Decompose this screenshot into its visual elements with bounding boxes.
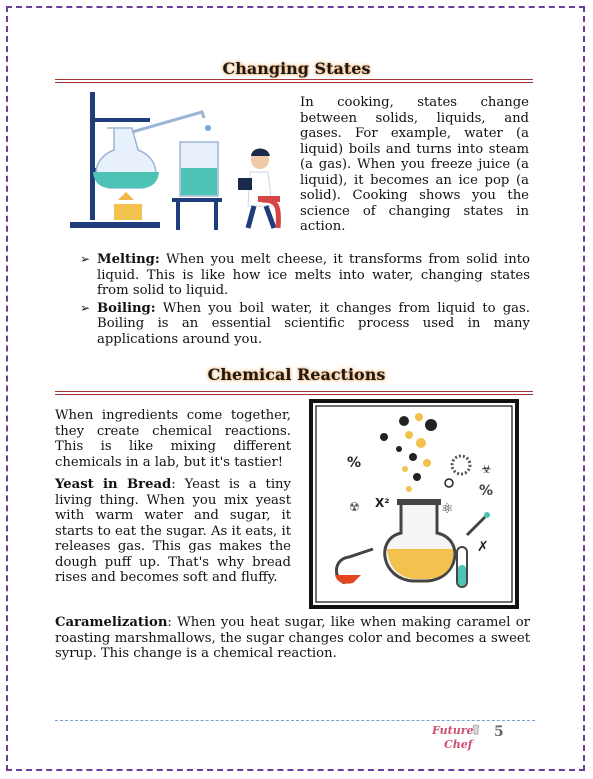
bullet-term: Melting: bbox=[97, 252, 160, 267]
section-heading-chemical-reactions: Chemical Reactions bbox=[207, 365, 386, 384]
chemical-reactions-intro: When ingredients come together, they create chemical reactions. This is like mixing different chemicals in a lab, but it's tastier! bbox=[55, 408, 291, 470]
yeast-paragraph bbox=[55, 477, 291, 586]
footer-rule bbox=[55, 720, 535, 721]
caramelization-paragraph bbox=[55, 615, 530, 662]
svg-text:⚛: ⚛ bbox=[441, 501, 454, 517]
stand-pole bbox=[90, 92, 95, 220]
bullet-term: Boiling: bbox=[97, 300, 156, 316]
bullet-boiling bbox=[80, 301, 530, 348]
svg-text:%: % bbox=[347, 455, 362, 471]
caramel-term: Caramelization bbox=[55, 615, 168, 630]
stand-base bbox=[70, 222, 160, 228]
svg-text:☢: ☢ bbox=[349, 500, 360, 514]
changing-states-bullets bbox=[80, 252, 530, 349]
arrow-bullet-icon: ➢ bbox=[80, 252, 91, 266]
bullet-melting bbox=[80, 252, 530, 299]
bullet-text: When you boil water, it changes from liquid to gas. Boiling is an essential scientific process used in many applications around you. bbox=[97, 300, 530, 347]
yeast-term: Yeast in Bread bbox=[55, 477, 172, 492]
changing-states-intro: In cooking, states change between solids, liquids, and gases. For example, water (a liquid) boils and turns into steam (a gas). When you freeze juice (a liquid), it becomes an ice pop (a solid). Cooking shows you the science of changing states in action. bbox=[300, 95, 529, 234]
logo-text-chef: Chef bbox=[444, 738, 473, 751]
future-chef-logo bbox=[430, 722, 486, 752]
svg-text:X²: X² bbox=[375, 496, 390, 510]
svg-text:%: % bbox=[479, 483, 494, 499]
heading-rule bbox=[55, 391, 533, 395]
logo-text-future: Future bbox=[432, 724, 474, 737]
bullet-text: When you melt cheese, it transforms from solid into liquid. This is like how ice melts into water, changing states from solid to liquid. bbox=[97, 252, 530, 298]
caramel-text: : When you heat sugar, like when making caramel or roasting marshmallows, the sugar changes color and becomes a sweet syrup. This change is a chemical reaction. bbox=[55, 615, 530, 661]
yeast-text: : Yeast is a tiny living thing. When you mix yeast with warm water and sugar, it starts to eat the sugar. As it eats, it releases gas. This gas makes the dough puff up. That's why bread rises and becomes soft and fluffy. bbox=[55, 477, 292, 585]
svg-text:☣: ☣ bbox=[481, 462, 492, 476]
lab-scientist-illustration bbox=[62, 88, 288, 244]
section-heading-changing-states: Changing States bbox=[222, 59, 371, 78]
chemistry-flask-illustration bbox=[309, 399, 519, 609]
svg-text:✗: ✗ bbox=[477, 539, 489, 555]
heading-rule bbox=[55, 79, 533, 83]
page-number: 5 bbox=[494, 724, 504, 740]
arrow-bullet-icon: ➢ bbox=[80, 300, 91, 315]
